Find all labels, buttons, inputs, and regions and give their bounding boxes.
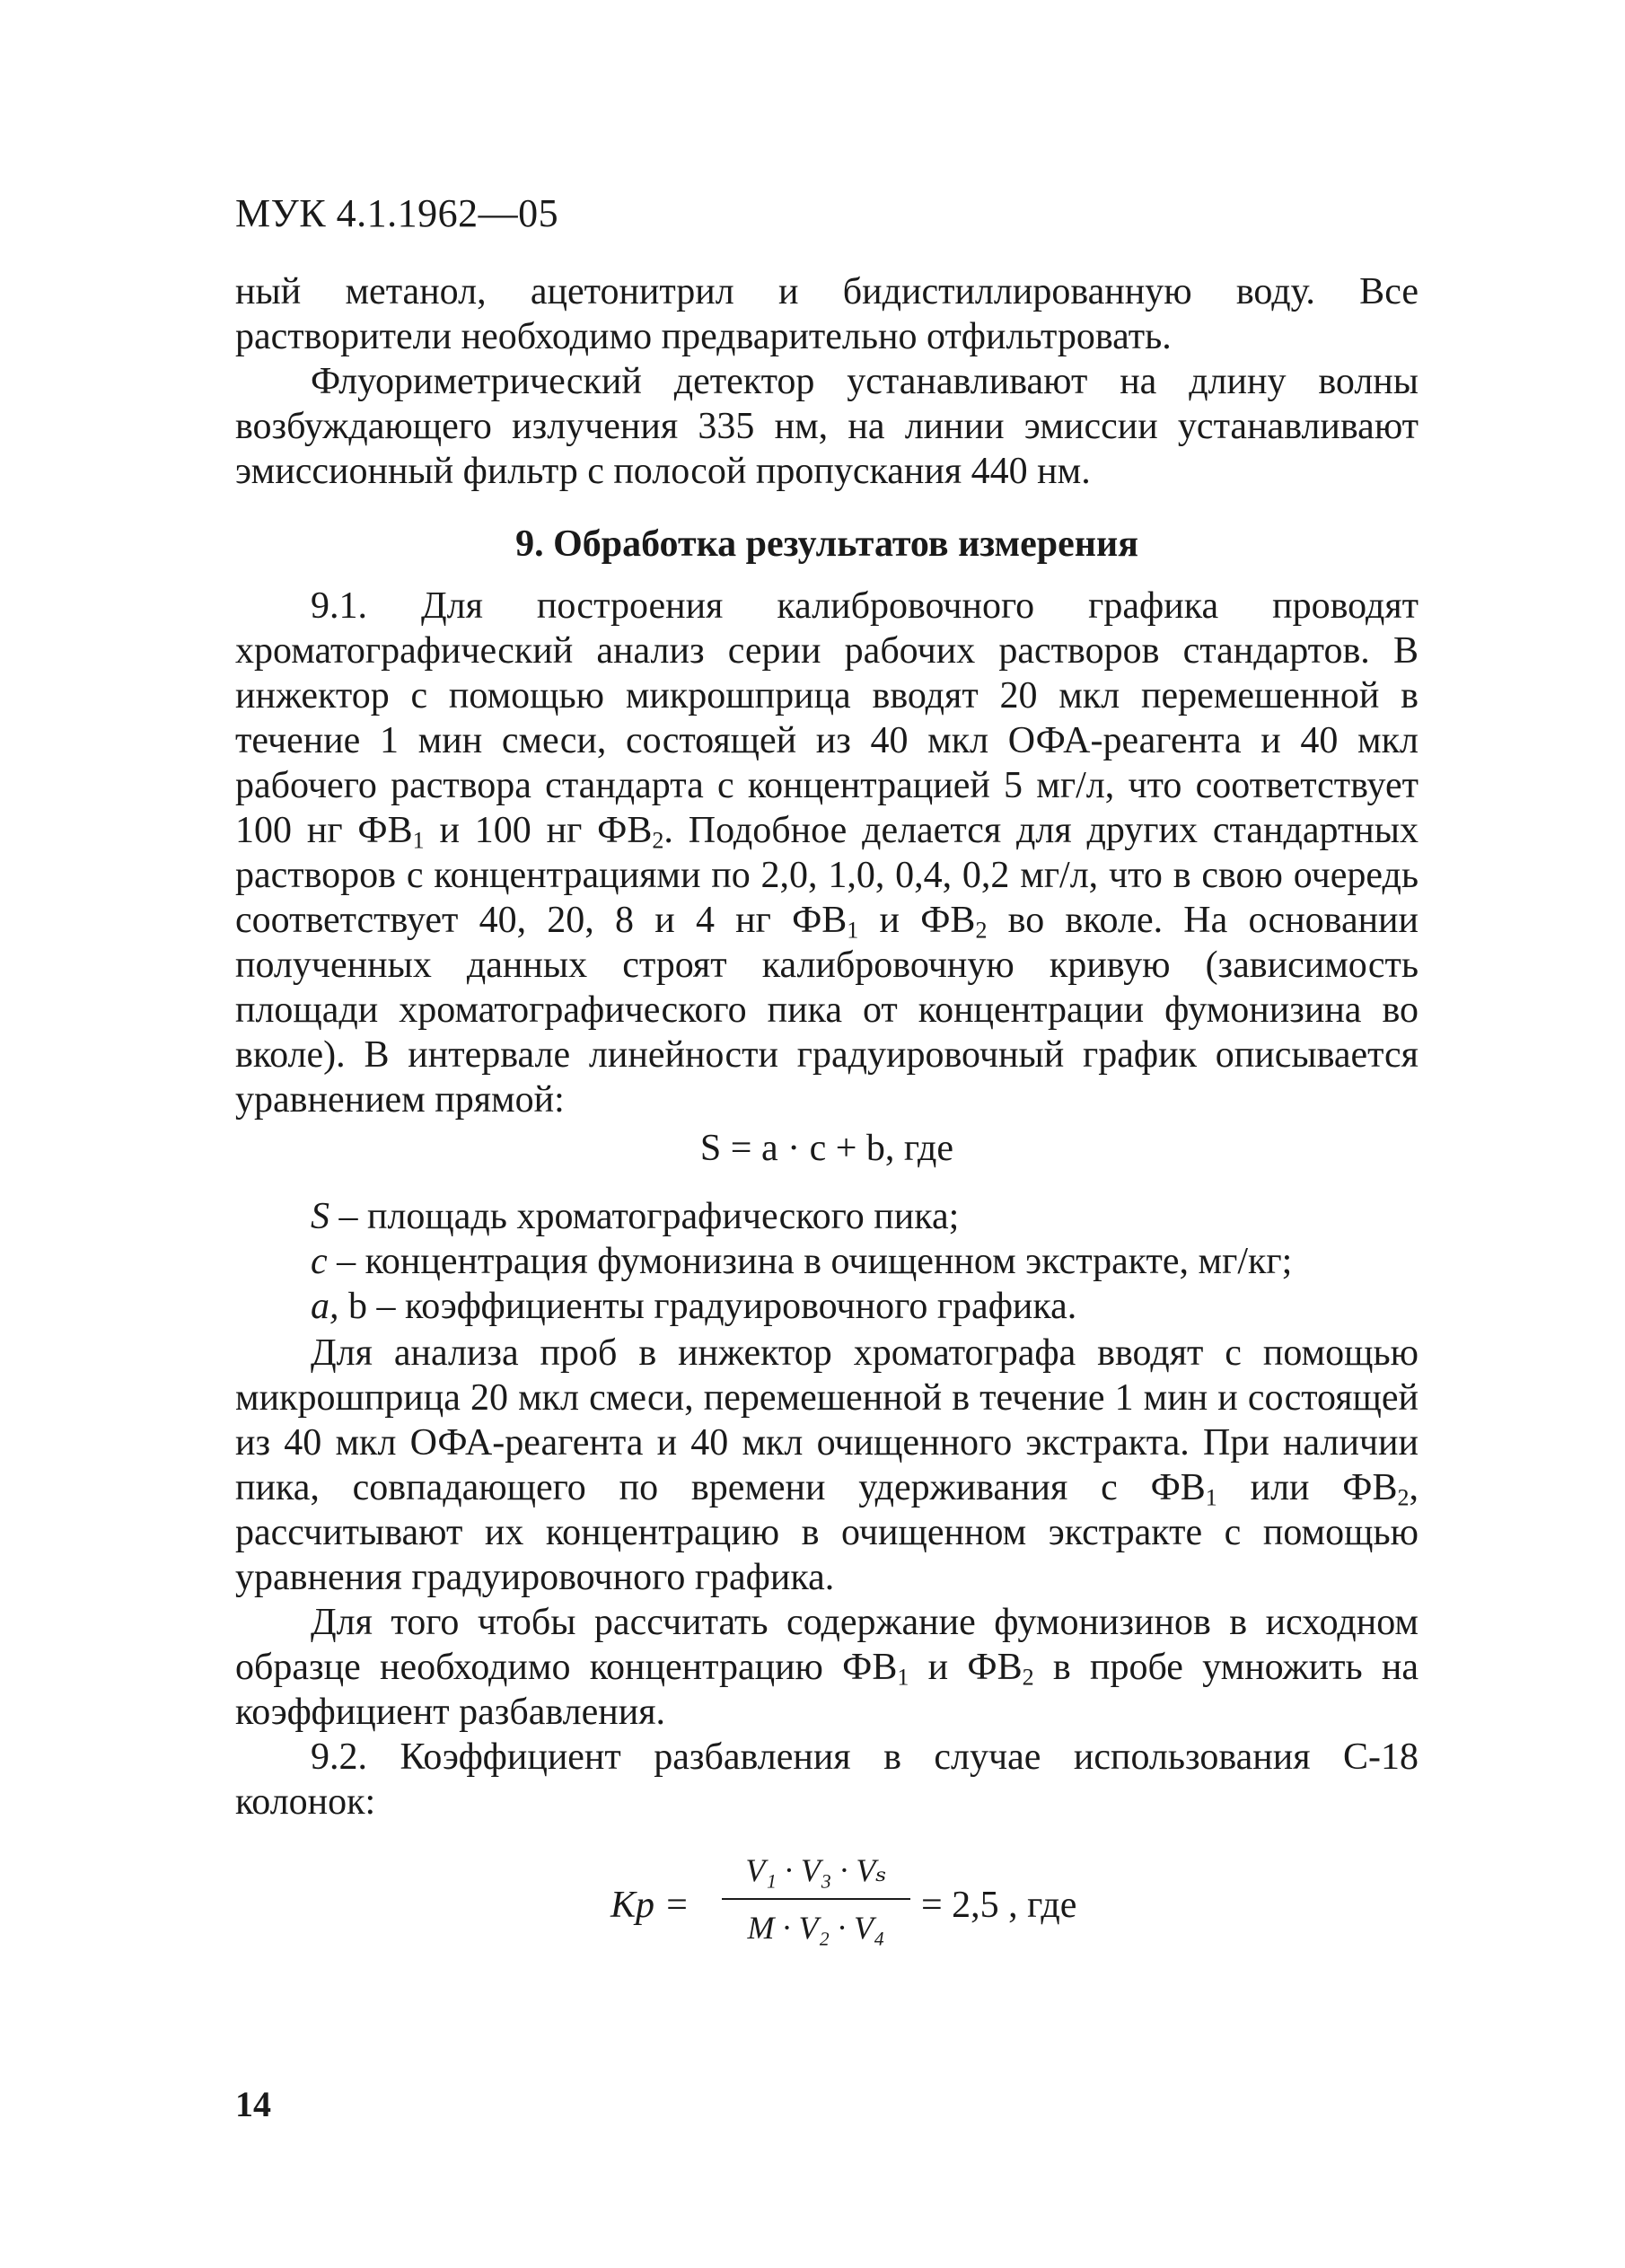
subscript: 2: [1022, 1664, 1034, 1691]
definition-text: – площадь хроматографического пика;: [329, 1196, 960, 1237]
definition-text: – концентрация фумонизина в очищенном экстракте, мг/кг;: [327, 1241, 1293, 1282]
paragraph-text: и ФВ: [909, 1647, 1023, 1688]
dilution-formula: [610, 1851, 1239, 1968]
definition-ab: [311, 1284, 1292, 1329]
symbol: a,: [311, 1286, 339, 1327]
paragraph-text: или ФВ: [1217, 1467, 1398, 1508]
subscript: 2: [652, 827, 664, 854]
paragraph-text: в пробе умножить на коэффициент разбавления.: [235, 1647, 1419, 1733]
paragraph-detector: Флуориметрический детектор устанавливают на длину волны возбуждающего излучения 335 нм, на линии эмиссии устанавливают эмиссионный фильтр с полосой пропускания 440 нм.: [235, 361, 1419, 492]
section-heading: 9. Обработка результатов измерения: [515, 523, 1138, 565]
paragraph-text: . Подобное делается для других стандартных растворов с концентрациями по 2,0, 1,0, 0,4, 0,2 мг/л, что в свою очередь соответствует 40, 20, 8 и 4 нг ФВ: [235, 810, 1419, 941]
formula-lhs: Kp =: [610, 1885, 690, 1926]
paragraph-text: , рассчитывают их концентрацию в очищенном экстракте с помощью уравнения градуировочного графика.: [235, 1467, 1419, 1598]
paragraph-content-calc: [235, 1600, 1419, 1735]
paragraph-text: и ФВ: [858, 900, 976, 941]
subscript: 1: [897, 1664, 909, 1691]
definition-s: [311, 1194, 1292, 1239]
subscript: 2: [1397, 1484, 1410, 1511]
symbol: S: [311, 1196, 329, 1237]
paragraph-text: 9.1. Для построения калибровочного графика проводят хроматографический анализ серии рабочих растворов стандартов. В инжектор с помощью микрошприца вводят 20 мкл перемешенной в течение 1 мин смеси, состоящей из 40 мкл ОФА-реагента и 40 мкл рабочего раствора стандарта с концентрацией 5 мг/л, что соответствует 100 нг ФВ: [235, 585, 1419, 851]
paragraph-text: во вколе. На основании полученных данных строят калибровочную кривую (зависимость площади хроматографического пика от концентрации фумонизина во вколе). В интервале линейности градуировочный график описывается уравнением прямой:: [235, 900, 1419, 1121]
paragraph-text: Для анализа проб в инжектор хроматографа вводят с помощью микрошприца 20 мкл смеси, перемешенной в течение 1 мин и состоящей из 40 мкл ОФА-реагента и 40 мкл очищенного экстракта. При наличии пика, совпадающего по времени удерживания с ФВ: [235, 1332, 1419, 1508]
paragraph-text: и 100 нг ФВ: [424, 810, 653, 851]
definition-list: [311, 1194, 1292, 1329]
subscript: 1: [1205, 1484, 1217, 1511]
definition-c: [311, 1239, 1292, 1284]
subscript: 1: [847, 917, 859, 944]
fraction-bar: [722, 1898, 910, 1900]
paragraph-9-2: 9.2. Коэффициент разбавления в случае использования С-18 колонок:: [235, 1736, 1419, 1823]
paragraph-text: Для того чтобы рассчитать содержание фумонизинов в исходном образце необходимо концентрацию ФВ: [235, 1602, 1419, 1688]
paragraph-solvents: [235, 269, 1419, 494]
subscript: 1: [412, 827, 425, 854]
subscript: 2: [975, 917, 988, 944]
definition-text: b – коэффициенты градуировочного графика.: [338, 1286, 1077, 1327]
paragraph-9-1: [235, 584, 1419, 1122]
paragraph-analysis: [235, 1331, 1419, 1600]
linear-equation: S = a · c + b, где: [699, 1128, 954, 1169]
formula-denominator: M · V₂ · V₄: [747, 1910, 885, 1946]
symbol: c: [311, 1241, 328, 1282]
formula-numerator: V₁ · V₃ · Vₛ: [745, 1852, 887, 1888]
formula-rhs: = 2,5 , где: [921, 1885, 1077, 1926]
document-code-header: МУК 4.1.1962—05: [235, 191, 559, 235]
paragraph-text: ный метанол, ацетонитрил и бидистиллированную воду. Все растворители необходимо предварительно отфильтровать.: [235, 271, 1419, 357]
page-number: 14: [235, 2084, 271, 2124]
